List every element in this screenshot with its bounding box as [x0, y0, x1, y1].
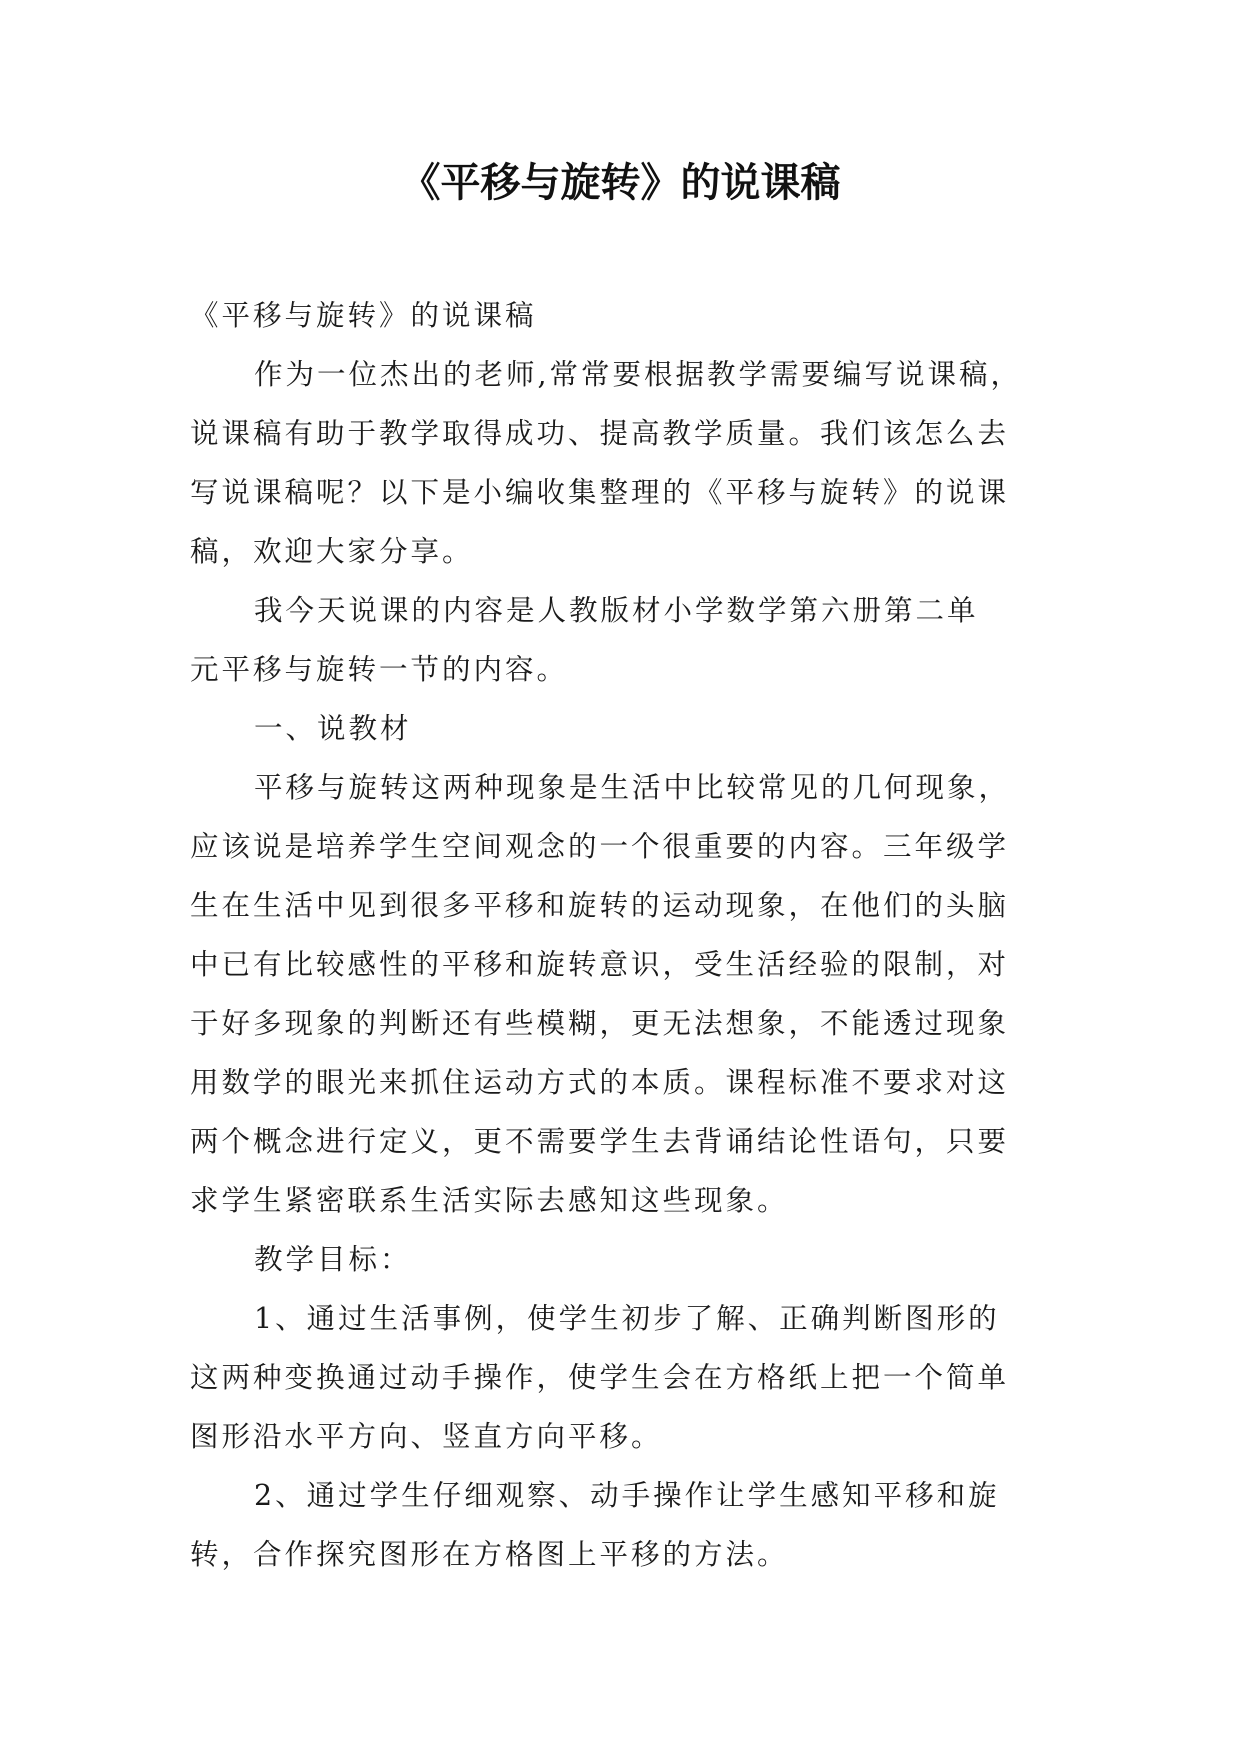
- document-title: 《平移与旋转》的说课稿: [400, 160, 841, 206]
- paragraph-line: 一、说教材: [254, 712, 412, 745]
- body-paragraph: [190, 581, 1054, 699]
- paragraph-line: 稿，欢迎大家分享。: [190, 535, 474, 568]
- paragraph-line: 平移与旋转这两种现象是生活中比较常见的几何现象，: [254, 771, 1011, 804]
- section-heading: [190, 699, 1054, 758]
- paragraph-line: 图形沿水平方向、竖直方向平移。: [190, 1420, 663, 1453]
- paragraph-line: 应该说是培养学生空间观念的一个很重要的内容。三年级学: [190, 830, 1010, 863]
- paragraph-line: 我今天说课的内容是人教版材小学数学第六册第二单: [254, 594, 979, 627]
- body-paragraph: [190, 758, 1054, 1230]
- paragraph-line: 说课稿有助于教学取得成功、提高教学质量。我们该怎么去: [190, 417, 1010, 450]
- paragraph-line: 两个概念进行定义，更不需要学生去背诵结论性语句，只要: [190, 1125, 1010, 1158]
- paragraph-line: 写说课稿呢？以下是小编收集整理的《平移与旋转》的说课: [190, 476, 1010, 509]
- body-paragraph: [190, 345, 1054, 581]
- paragraph-line: 中已有比较感性的平移和旋转意识，受生活经验的限制，对: [190, 948, 1010, 981]
- body-paragraph: [190, 1289, 1054, 1466]
- document-body: [190, 286, 1054, 1584]
- paragraph-line: 教学目标：: [254, 1243, 412, 1276]
- paragraph-line: 元平移与旋转一节的内容。: [190, 653, 569, 686]
- paragraph-line: 求学生紧密联系生活实际去感知这些现象。: [190, 1184, 789, 1217]
- paragraph-line: 2、通过学生仔细观察、动手操作让学生感知平移和旋: [254, 1479, 1000, 1512]
- paragraph-line: 于好多现象的判断还有些模糊，更无法想象，不能透过现象: [190, 1007, 1010, 1040]
- paragraph-line: 1、通过生活事例，使学生初步了解、正确判断图形的: [254, 1302, 1000, 1335]
- section-heading: [190, 1230, 1054, 1289]
- paragraph-line: 《平移与旋转》的说课稿: [190, 299, 537, 332]
- paragraph-line: 生在生活中见到很多平移和旋转的运动现象，在他们的头脑: [190, 889, 1010, 922]
- paragraph-line: 转，合作探究图形在方格图上平移的方法。: [190, 1538, 789, 1571]
- body-paragraph: [190, 1466, 1054, 1584]
- paragraph-line: 这两种变换通过动手操作，使学生会在方格纸上把一个简单: [190, 1361, 1010, 1394]
- paragraph-line: 用数学的眼光来抓住运动方式的本质。课程标准不要求对这: [190, 1066, 1010, 1099]
- paragraph-line: 作为一位杰出的老师,常常要根据教学需要编写说课稿，: [254, 358, 1023, 391]
- body-paragraph: [190, 286, 1054, 345]
